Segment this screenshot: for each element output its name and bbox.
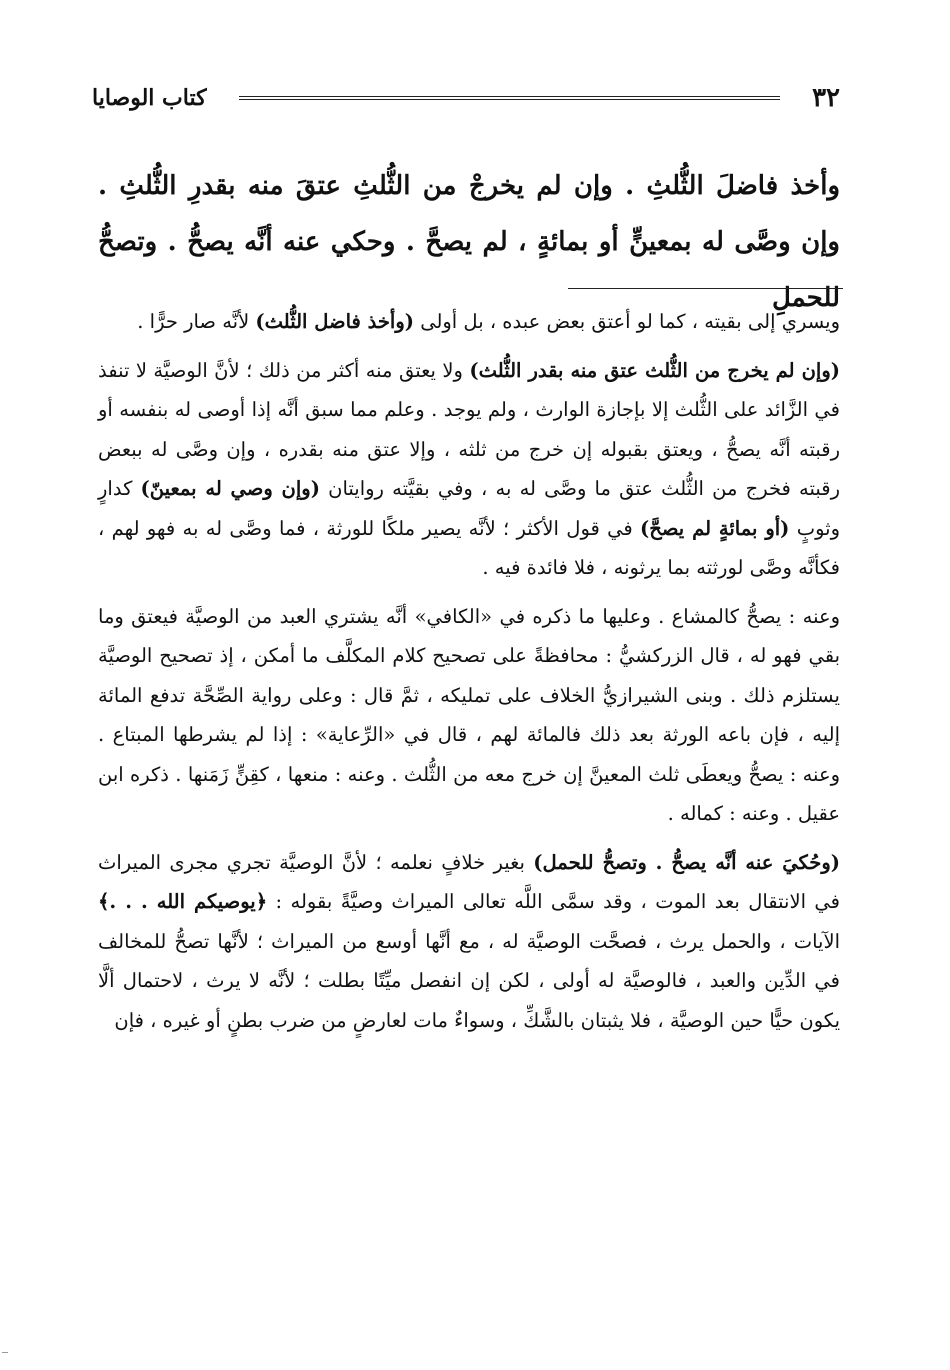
commentary-text: كدارٍ وثوبٍ <box>98 477 840 540</box>
commentary-paragraph-3 <box>98 597 840 834</box>
quoted-matn: (وحُكيَ عنه أنَّه يصحُّ . وتصحُّ للحمل) <box>533 850 840 874</box>
page-number: ٣٢ <box>812 83 840 113</box>
scan-mark <box>2 1352 8 1353</box>
commentary-text: لأنَّه صار حرًّا . <box>137 310 256 333</box>
book-title: كتاب الوصايا <box>92 85 207 111</box>
header-rule <box>229 96 790 100</box>
quoted-matn: (وإن لم يخرج من الثُّلث عتق منه بقدر الثُّلث) <box>469 358 840 382</box>
commentary-text: ولا يعتق منه أكثر من ذلك ؛ لأنَّ الوصيَّة لا تنفذ في الزَّائد على الثُّلث إلا بإجازة الوارث ، ولم يوجد . وعلم مما سبق أنَّه إذا أوصى له بنفسه أو رقبته أنَّه يصحُّ ، ويعتق بقبوله إن خرج من ثلثه ، وإلا عتق منه بقدره ، وإن وصَّى له ببعض رقبته فخرج من الثُّلث عتق ما وصَّى له به ، وفي بقيَّته روايتان <box>98 358 841 500</box>
quoted-matn: (وأخذ فاضل الثُّلث) <box>255 310 414 333</box>
commentary-text: وعنه : يصحُّ كالمشاع . وعليها ما ذكره في «الكافي» أنَّه يشتري العبد من الوصيَّة فيعتق وما بقي فهو له ، قال الزركشيُّ : محافظةً على تصحيح كلام المكلَّف ما أمكن ، إذ تصحيح الوصيَّة يستلزم ذلك . وبنى الشيرازيُّ الخلاف على تمليكه ، ثمَّ قال : وعلى رواية الصِّحَّة تدفع المائة إليه ، فإن باعه الورثة بعد ذلك فالمائة لهم ، قال في «الرِّعاية» : إذا لم يشرطها المبتاع . وعنه : يصحُّ ويعطَى ثلث المعينَّ إن خرج معه من الثُّلث . وعنه : منعها ، كقِنٍّ زَمَنها . ذكره ابن عقيل . وعنه : كماله . <box>98 604 840 825</box>
commentary-paragraph-1 <box>98 302 840 342</box>
commentary-text: الآيات ، والحمل يرث ، فصحَّت الوصيَّة له ، مع أنَّها أوسع من الميراث ؛ لأنَّها تصحُّ للمخالف في الدِّين والعبد ، فالوصيَّة له أولى ، لكن إن انفصل ميِّتًا بطلت ؛ لأنَّه لا يرث ، لاحتمال ألَّا يكون حيًّا حين الوصيَّة ، فلا يثبتان بالشَّكِّ ، وسواءٌ مات لعارضٍ من ضرب بطنٍ أو غيره ، فإن <box>98 929 840 1032</box>
matn-paragraph: وأخذ فاضلَ الثُّلثِ . وإن لم يخرجْ من الثُّلثِ عتقَ منه بقدرِ الثُّلثِ . وإن وصَّى له بمعينٍّ أو بمائةٍ ، لم يصحَّ . وحكي عنه أنَّه يصحُّ . وتصحُّ للحملِ <box>98 171 840 313</box>
footnote-separator <box>568 288 843 289</box>
quoted-matn: (وإن وصي له بمعينّ) <box>140 477 320 500</box>
page-header <box>92 78 840 118</box>
commentary-text: في قول الأكثر ؛ لأنَّه يصير ملكًا للورثة ، فما وصَّى له به فهو لهم ، فكأنَّه وصَّى لورثته بما يرثونه ، فلا فائدة فيه . <box>98 516 840 579</box>
matn-text-block <box>98 158 840 326</box>
commentary-text: ويسري إلى بقيته ، كما لو أعتق بعض عبده ، بل أولى <box>414 310 840 333</box>
commentary-block <box>98 302 840 1049</box>
quran-quote: ﴿يوصيكم الله . . .﴾ <box>98 890 268 913</box>
quoted-matn: (أو بمائةٍ لم يصحَّ) <box>640 516 790 540</box>
commentary-text: بغير خلافٍ نعلمه ؛ لأنَّ الوصيَّة تجري مجرى الميراث في الانتقال بعد الموت ، وقد سمَّى اللَّه تعالى الميراث وصيَّةً بقوله : <box>98 850 840 913</box>
commentary-paragraph-4 <box>98 843 840 1041</box>
commentary-paragraph-2 <box>98 351 840 588</box>
